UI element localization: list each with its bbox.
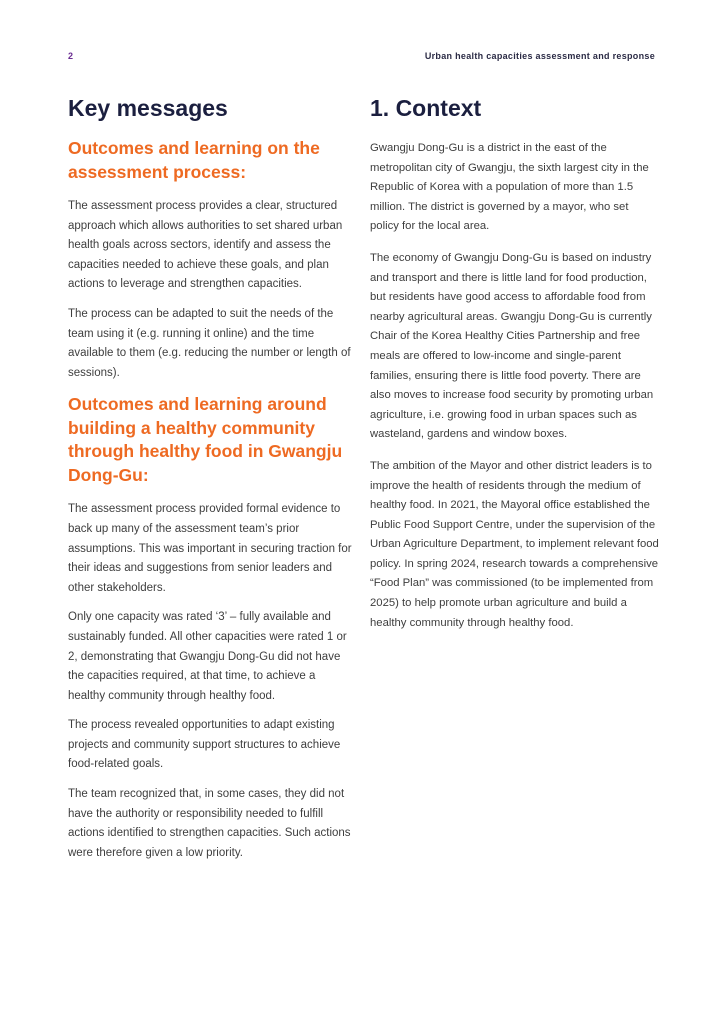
context-paragraph-1: Gwangju Dong-Gu is a district in the east of the metropolitan city of Gwangju, the sixth largest city in the Republic of Korea with a population of more than 1.5 million. The district is governed by a mayor, who set policy for the local area. <box>370 142 649 233</box>
context-column <box>370 93 660 645</box>
context-title: 1. Context <box>370 95 482 121</box>
healthy-community-paragraph-4: The team recognized that, in some cases, they did not have the authority or responsibility needed to fulfill actions identified to strengthen capacities. Such actions were therefore given a low priority. <box>68 788 351 859</box>
assessment-process-heading: Outcomes and learning on the assessment process: <box>68 138 320 182</box>
healthy-community-heading: Outcomes and learning around building a healthy community through healthy food in Gwangju Dong-Gu: <box>68 394 343 485</box>
page-number: 2 <box>68 51 74 61</box>
key-messages-column <box>68 93 354 873</box>
healthy-community-paragraph-2: Only one capacity was rated ‘3’ – fully available and sustainably funded. All other capacities were rated 1 or 2, demonstrating that Gwangju Dong-Gu did not have the capacities required, at that time, to achieve a healthy community through healthy food. <box>68 611 347 702</box>
assessment-process-paragraph-1: The assessment process provides a clear, structured approach which allows authorities to set shared urban health goals across sectors, identify and assess the capacities needed to achieve these goals, and plan actions to leverage and strengthen capacities. <box>68 200 343 291</box>
assessment-process-paragraph-2: The process can be adapted to suit the needs of the team using it (e.g. running it online) and the time available to them (e.g. reducing the number or length of sessions). <box>68 307 351 379</box>
key-messages-title: Key messages <box>68 95 228 121</box>
context-paragraph-3: The ambition of the Mayor and other district leaders is to improve the health of residents through the medium of healthy food. In 2021, the Mayoral office established the Public Food Support Centre, under the supervision of the Urban Agriculture Department, to implement relevant food policy. In spring 2024, research towards a comprehensive “Food Plan” was commissioned (to be implemented from 2025) to help promote urban agriculture and build a healthy community through healthy food. <box>370 459 659 629</box>
healthy-community-paragraph-3: The process revealed opportunities to adapt existing projects and community support structures to achieve food-related goals. <box>68 719 341 771</box>
healthy-community-paragraph-1: The assessment process provided formal evidence to back up many of the assessment team’s prior assumptions. This was important in securing traction for their ideas and suggestions from senior leaders and other stakeholders. <box>68 503 352 594</box>
context-paragraph-2: The economy of Gwangju Dong-Gu is based on industry and transport and there is little land for food production, but residents have good access to affordable food from nearby agricultural areas. Gwangju Dong-Gu is currently Chair of the Korea Healthy Cities Partnership and free meals are offered to low-income and single-parent families, ensuring there is little food poverty. There are also moves to increase food security by promoting urban agriculture, i.e. growing food in urban spaces such as wasteland, gardens and window boxes. <box>370 251 654 441</box>
running-header: Urban health capacities assessment and response <box>424 51 655 61</box>
